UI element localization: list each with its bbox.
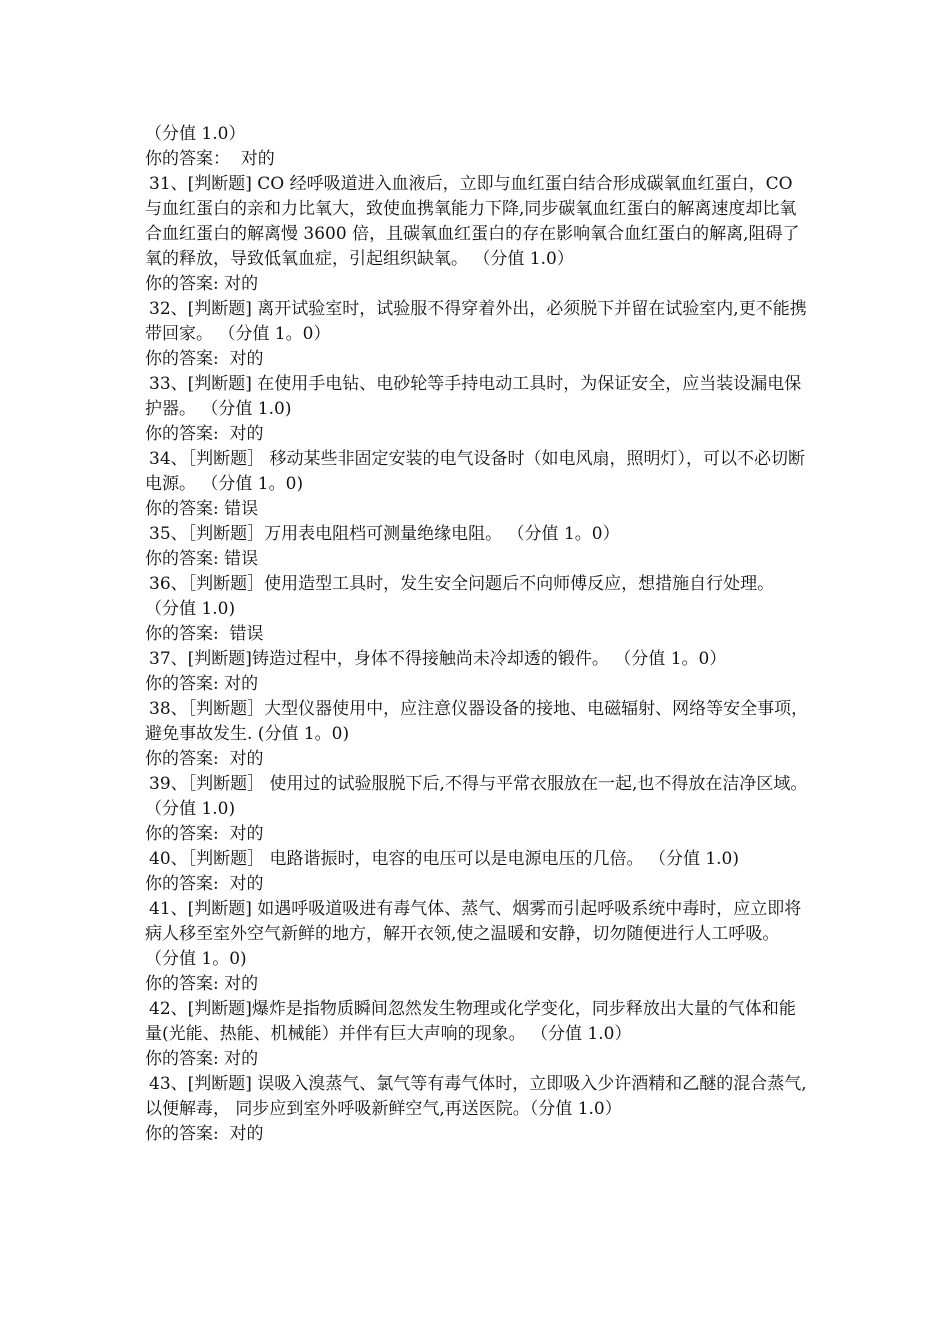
question-text: 40、［判断题］ 电路谐振时，电容的电压可以是电源电压的几倍。 （分值 1.0) xyxy=(149,849,740,869)
question-text: 34、［判断题］ 移动某些非固定安装的电气设备时（如电风扇，照明灯），可以不必切断电源。 （分值 1。0) xyxy=(145,449,806,494)
question-34 xyxy=(145,447,810,522)
question-33 xyxy=(145,372,810,447)
question-text: 41、[判断题] 如遇呼吸道吸进有毒气体、蒸气、烟雾而引起呼吸系统中毒时，应立即将病人移至室外空气新鲜的地方，解开衣领,使之温暖和安静，切勿随便进行人工呼吸。 （分值 1。0) xyxy=(145,899,802,969)
question-text: 37、[判断题]铸造过程中，身体不得接触尚未冷却透的锻件。 （分值 1。0） xyxy=(149,649,727,669)
answer-text: 你的答案: 对的 xyxy=(145,349,264,369)
question-36 xyxy=(145,572,810,647)
answer-text: 你的答案: 对的 xyxy=(145,274,259,294)
answer-text: 你的答案: 对的 xyxy=(145,674,259,694)
question-35 xyxy=(145,522,810,572)
answer-text: 你的答案: 对的 xyxy=(145,874,264,894)
question-text: 31、[判断题] CO 经呼吸道进入血液后，立即与血红蛋白结合形成碳氧血红蛋白，CO 与血红蛋白的亲和力比氧大，致使血携氧能力下降,同步碳氧血红蛋白的解离速度却比氧合血红蛋白的解离慢 3600 倍，且碳氧血红蛋白的存在影响氧合血红蛋白的解离,阻碍了氧的释放，导致低氧血症，引起组织缺氧。 （分值 1.0） xyxy=(145,174,800,269)
answer-text: 你的答案: 对的 xyxy=(145,749,264,769)
question-43 xyxy=(145,1072,810,1147)
question-text: 32、[判断题] 离开试验室时，试验服不得穿着外出，必须脱下并留在试验室内,更不能携带回家。 （分值 1。0） xyxy=(145,299,807,344)
answer-text: 你的答案: 对的 xyxy=(145,1124,264,1144)
question-text: 38、［判断题］大型仪器使用中，应注意仪器设备的接地、电磁辐射、网络等安全事项，避免事故发生. (分值 1。0) xyxy=(145,699,809,744)
answer-text: 你的答案: 错误 xyxy=(145,624,264,644)
lead-answer: 你的答案： 对的 xyxy=(145,149,275,169)
question-text: 36、［判断题］使用造型工具时，发生安全问题后不向师傅反应，想措施自行处理。 （分值 1.0) xyxy=(145,574,775,619)
question-38 xyxy=(145,697,810,772)
question-40 xyxy=(145,847,810,897)
answer-text: 你的答案: 对的 xyxy=(145,424,264,444)
answer-text: 你的答案: 对的 xyxy=(145,1049,259,1069)
question-text: 35、［判断题］万用表电阻档可测量绝缘电阻。 （分值 1。0） xyxy=(149,524,620,544)
answer-text: 你的答案: 对的 xyxy=(145,974,259,994)
question-text: 43、[判断题] 误吸入溴蒸气、氯气等有毒气体时，立即吸入少许酒精和乙醚的混合蒸气,以便解毒， 同步应到室外呼吸新鲜空气,再送医院。（分值 1.0） xyxy=(145,1074,807,1119)
question-37 xyxy=(145,647,810,697)
question-31 xyxy=(145,172,810,297)
document-page xyxy=(145,122,810,1147)
question-text: 39、［判断题］ 使用过的试验服脱下后,不得与平常衣服放在一起,也不得放在洁净区域。 （分值 1.0) xyxy=(145,774,808,819)
question-text: 42、[判断题]爆炸是指物质瞬间忽然发生物理或化学变化，同步释放出大量的气体和能量(光能、热能、机械能）并伴有巨大声响的现象。 （分值 1.0） xyxy=(145,999,796,1044)
question-39 xyxy=(145,772,810,847)
question-text: 33、[判断题] 在使用手电钻、电砂轮等手持电动工具时，为保证安全，应当装设漏电保护器。 （分值 1.0) xyxy=(145,374,802,419)
answer-text: 你的答案: 错误 xyxy=(145,499,259,519)
question-42 xyxy=(145,997,810,1072)
answer-text: 你的答案: 错误 xyxy=(145,549,259,569)
question-32 xyxy=(145,297,810,372)
answer-text: 你的答案: 对的 xyxy=(145,824,264,844)
lead-score: （分值 1.0） xyxy=(145,124,246,144)
question-41 xyxy=(145,897,810,997)
